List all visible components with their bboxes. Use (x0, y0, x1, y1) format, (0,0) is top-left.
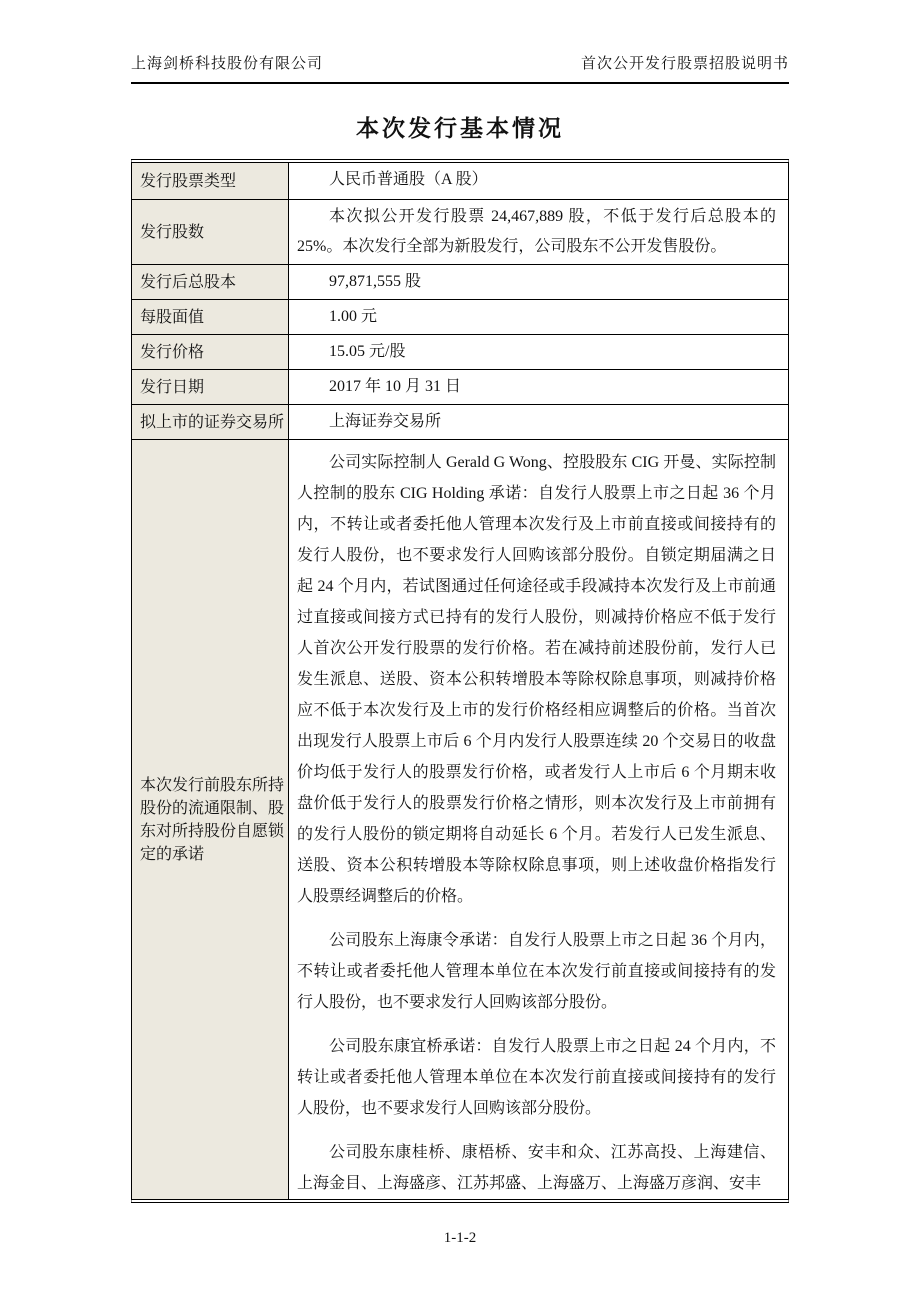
row-label-exchange: 拟上市的证券交易所 (132, 405, 289, 439)
table-row (132, 335, 788, 370)
row-label-lockup-commitments: 本次发行前股东所持股份的流通限制、股东对所持股份自愿锁定的承诺 (132, 440, 289, 1199)
row-label-share-count: 发行股数 (132, 200, 289, 264)
row-label-issue-price: 发行价格 (132, 335, 289, 369)
header-doc-type: 首次公开发行股票招股说明书 (580, 56, 789, 72)
header-company-name: 上海剑桥科技股份有限公司 (131, 56, 324, 72)
row-value-issue-date: 2017 年 10 月 31 日 (329, 378, 462, 395)
lockup-paragraph-controller: 公司实际控制人 Gerald G Wong、控股股东 CIG 开曼、实际控制人控制的股东 CIG Holding 承诺：自发行人股票上市之日起 36 个月内，不转让或者委托他人管理本次发行及上市前直接或间接持有的发行人股份，也不要求发行人回购该部分股份。自锁定期届满之日起 24 个月内，若试图通过任何途径或手段减持本次发行及上市前通过直接或间接方式已持有的发行人股份，则减持价格应不低于发行人首次公开发行股票的发行价格。若在减持前述股份前，发行人已发生派息、送股、资本公积转增股本等除权除息事项，则减持价格应不低于本次发行及上市的发行价格经相应调整后的价格。当首次出现发行人股票上市后 6 个月内发行人股票连续 20 个交易日的收盘价均低于发行人的股票发行价格，或者发行人上市后 6 个月期末收盘价低于发行人的股票发行价格之情形，则本次发行及上市前拥有的发行人股份的锁定期将自动延长 6 个月。若发行人已发生派息、送股、资本公积转增股本等除权除息事项，则上述收盘价格指发行人股票经调整后的价格。 (297, 454, 776, 905)
row-label-total-shares-after: 发行后总股本 (132, 265, 289, 299)
lockup-paragraph-shanghai-kangling: 公司股东上海康令承诺：自发行人股票上市之日起 36 个月内，不转让或者委托他人管理本单位在本次发行前直接或间接持有的发行人股份，也不要求发行人回购该部分股份。 (297, 932, 776, 1011)
table-row (132, 370, 788, 405)
row-value-lockup-commitments (289, 440, 788, 1199)
row-label-stock-type: 发行股票类型 (132, 163, 289, 199)
lockup-paragraph-kangyiqiao: 公司股东康宜桥承诺：自发行人股票上市之日起 24 个月内，不转让或者委托他人管理本单位在本次发行前直接或间接持有的发行人股份，也不要求发行人回购该部分股份。 (297, 1038, 776, 1117)
lockup-paragraph-other-shareholders: 公司股东康桂桥、康梧桥、安丰和众、江苏高投、上海建信、上海金目、上海盛彦、江苏邦盛、上海盛万、上海盛万彦润、安丰 (297, 1144, 776, 1192)
row-label-par-value: 每股面值 (132, 300, 289, 334)
page-footer (131, 1230, 789, 1247)
table-row (132, 440, 788, 1199)
row-value-stock-type: 人民币普通股（A 股） (329, 171, 488, 188)
table-row (132, 300, 788, 335)
row-value-par-value: 1.00 元 (329, 308, 378, 325)
table-row (132, 163, 788, 200)
table-row (132, 265, 788, 300)
row-value-share-count: 本次拟公开发行股票 24,467,889 股，不低于发行后总股本的25%。本次发行全部为新股发行，公司股东不公开发售股份。 (297, 208, 776, 255)
section-title: 本次发行基本情况 (356, 116, 564, 141)
row-label-issue-date: 发行日期 (132, 370, 289, 404)
row-value-issue-price: 15.05 元/股 (329, 343, 406, 360)
row-value-total-shares-after: 97,871,555 股 (329, 273, 422, 290)
page-number: 1-1-2 (443, 1230, 477, 1246)
page-header (131, 0, 789, 84)
table-row (132, 200, 788, 265)
offering-info-table (131, 159, 789, 1203)
table-row (132, 405, 788, 440)
document-page (131, 0, 789, 1247)
row-value-exchange: 上海证券交易所 (329, 413, 442, 430)
